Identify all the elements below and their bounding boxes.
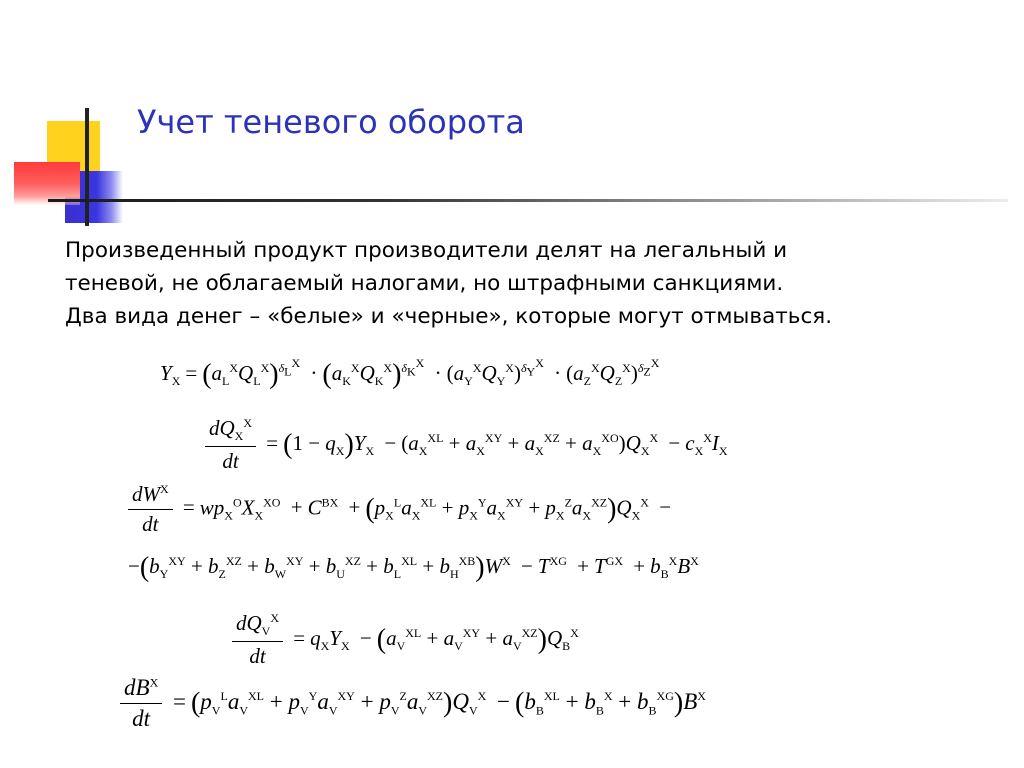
equation-2: $\frac{dQ_X^X}{dt}$ = $(1 - q_X)Y_X - (a_X^{XL} + a_X^{XY} + a_X^{XZ} + a_X^{XO})Q_X^X - c_X^XI_X$ — [205, 416, 728, 474]
equation-3: $\frac{dW^X}{dt}$ = $wp_X^OX_X^{XO} + C^{BX} + (p_X^La_X^{XL} + p_X^Ya_X^{XY} + p_X^Za_X^{XZ})Q_X^X$ − — [128, 482, 676, 537]
paragraph-line-3: Два вида денег – «белые» и «черные», которые могут отмываться. — [65, 304, 833, 329]
equation-1: $Y_X = (a_L^XQ_L^X)^{\delta_L^X} \cdot (a_K^XQ_K^X)^{\delta_K^X} \cdot (a_Y^XQ_Y^X)^{\delta_Y^X} \cdot (a_Z^XQ_Z^X)^{\delta_Z^X}$ — [160, 356, 660, 391]
title-underline — [48, 199, 1008, 202]
equation-6: $\frac{dB^X}{dt}$ = $(p_V^La_V^{XL} + p_V^Ya_V^{XY} + p_V^Za_V^{XZ})Q_V^X - (b_B^{XL} + b_B^X + b_B^{XG})B^X$ — [120, 675, 706, 732]
slide-title: Учет теневого оборота — [137, 103, 525, 141]
equation-4: $-(b_Y^{XY} + b_Z^{XZ} + b_W^{XY} + b_U^{XZ} + b_L^{XL} + b_H^{XB})W^X - T^{XG} + T^{GX} + b_B^XB^X$ — [128, 552, 699, 583]
slide-body — [65, 234, 1005, 333]
paragraph-line-1: Произведенный продукт производители делят на легальный и — [65, 238, 788, 263]
logo-vertical-line — [85, 108, 89, 226]
paragraph-line-2: теневой, не облагаемый налогами, но штрафными санкциями. — [65, 271, 784, 296]
equation-5: $\frac{dQ_V^X}{dt}$ = $q_XY_X - (a_V^{XL} + a_V^{XY} + a_V^{XZ})Q_B^X$ — [232, 611, 579, 669]
